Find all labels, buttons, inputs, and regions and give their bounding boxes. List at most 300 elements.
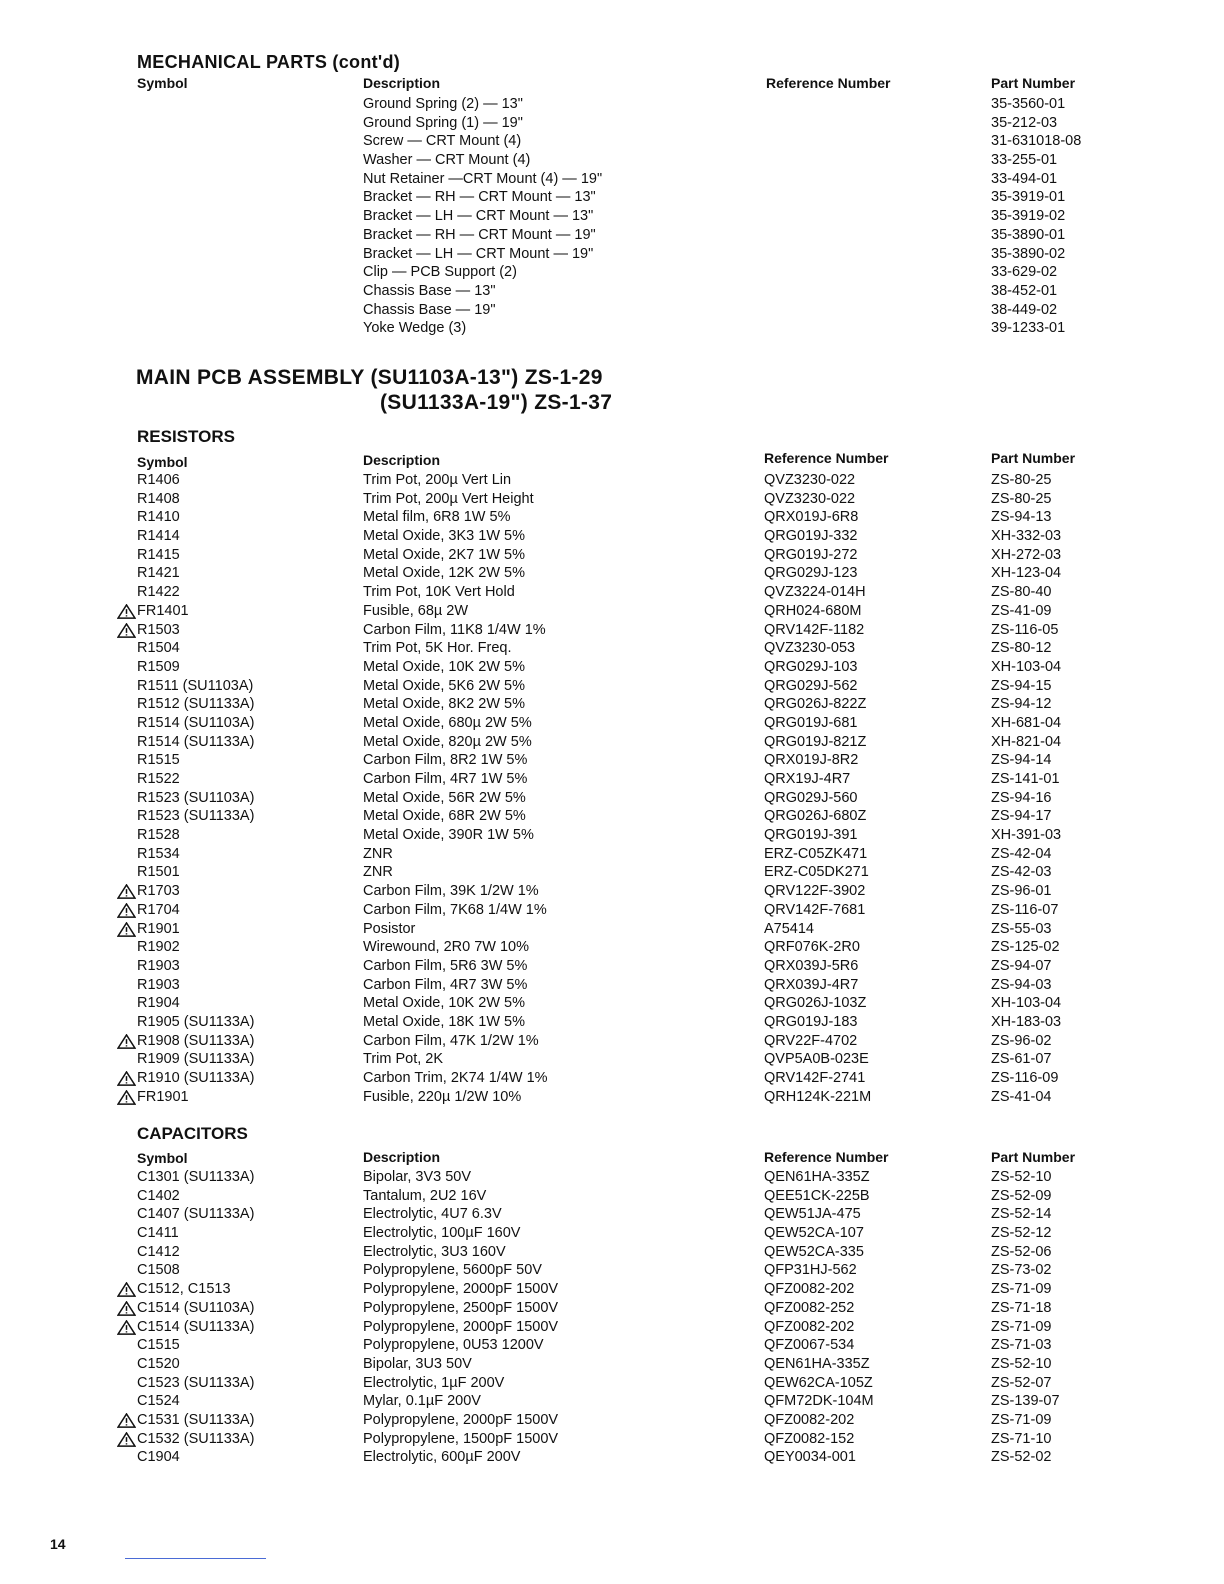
table-row	[0, 96, 1224, 115]
table-row	[0, 734, 1224, 753]
table-row	[0, 603, 1224, 622]
part-number-cell: XH-681-04	[991, 714, 1062, 731]
description-cell: Carbon Film, 39K 1/2W 1%	[363, 883, 539, 900]
table-row	[0, 1169, 1224, 1188]
reference-cell: QRV142F-7681	[764, 901, 866, 918]
part-number-cell: ZS-73-02	[991, 1262, 1052, 1279]
part-number-cell: ZS-42-03	[991, 864, 1052, 881]
part-number-cell: ZS-94-12	[991, 696, 1052, 713]
description-cell: Wirewound, 2R0 7W 10%	[363, 939, 530, 956]
part-number-cell: 39-1233-01	[991, 320, 1066, 337]
part-number-cell: XH-123-04	[991, 565, 1062, 582]
table-row	[0, 246, 1224, 265]
part-number-cell: ZS-94-16	[991, 789, 1052, 806]
warning-triangle-icon	[117, 1071, 136, 1086]
reference-cell: QEN61HA-335Z	[764, 1169, 870, 1185]
reference-cell: QRV22F-4702	[764, 1032, 858, 1049]
mechanical-header-part: Part Number	[991, 75, 1076, 91]
description-cell: Electrolytic, 4U7 6.3V	[363, 1206, 502, 1223]
part-number-cell: 35-212-03	[991, 114, 1058, 131]
table-row	[0, 1412, 1224, 1431]
description-cell: Tantalum, 2U2 16V	[363, 1187, 487, 1204]
part-number-cell: ZS-96-01	[991, 883, 1052, 900]
symbol-cell: C1512, C1513	[137, 1281, 231, 1297]
description-cell: Bracket — RH — CRT Mount — 13"	[363, 189, 596, 206]
symbol-cell: R1512 (SU1133A)	[137, 696, 255, 713]
part-number-cell: ZS-71-18	[991, 1299, 1052, 1316]
description-cell: Electrolytic, 3U3 160V	[363, 1243, 506, 1260]
symbol-cell: R1534	[137, 845, 180, 862]
description-cell: Metal Oxide, 390R 1W 5%	[363, 827, 534, 844]
description-cell: Bracket — LH — CRT Mount — 13"	[363, 208, 594, 225]
table-row	[0, 678, 1224, 697]
part-number-cell: XH-103-04	[991, 995, 1062, 1012]
table-row	[0, 1337, 1224, 1356]
part-number-cell: ZS-52-06	[991, 1243, 1052, 1260]
symbol-cell: R1903	[137, 957, 180, 974]
part-number-cell: 35-3560-01	[991, 96, 1066, 112]
part-number-cell: XH-332-03	[991, 528, 1062, 545]
symbol-cell: R1504	[137, 640, 180, 657]
reference-cell: QFP31HJ-562	[764, 1262, 857, 1279]
description-cell: Screw — CRT Mount (4)	[363, 133, 522, 150]
table-row	[0, 1188, 1224, 1207]
warning-triangle-icon	[117, 903, 136, 918]
table-row	[0, 1393, 1224, 1412]
description-cell: Polypropylene, 2000pF 1500V	[363, 1281, 559, 1298]
symbol-cell: R1910 (SU1133A)	[137, 1070, 254, 1086]
table-row	[0, 1225, 1224, 1244]
reference-cell: QVZ3230-022	[764, 472, 856, 488]
part-number-cell: ZS-52-10	[991, 1169, 1052, 1185]
table-row	[0, 883, 1224, 902]
description-cell: Nut Retainer —CRT Mount (4) — 19"	[363, 170, 603, 187]
table-row	[0, 152, 1224, 171]
reference-cell: QVZ3230-022	[764, 490, 856, 507]
description-cell: Carbon Film, 11K8 1/4W 1%	[363, 621, 546, 638]
part-number-cell: ZS-94-13	[991, 509, 1052, 526]
part-number-cell: ZS-55-03	[991, 920, 1052, 937]
description-cell: Metal film, 6R8 1W 5%	[363, 509, 511, 526]
part-number-cell: ZS-94-17	[991, 808, 1052, 825]
part-number-cell: ZS-94-07	[991, 957, 1052, 974]
symbol-cell: R1528	[137, 827, 180, 844]
part-number-cell: 33-629-02	[991, 264, 1058, 281]
table-row	[0, 472, 1224, 491]
description-cell: Metal Oxide, 68R 2W 5%	[363, 808, 526, 825]
symbol-cell: C1514 (SU1103A)	[137, 1300, 254, 1316]
part-number-cell: ZS-71-09	[991, 1281, 1052, 1298]
reference-cell: QRH124K-221M	[764, 1088, 872, 1105]
part-number-cell: XH-272-03	[991, 546, 1062, 563]
part-number-cell: 38-452-01	[991, 282, 1058, 299]
symbol-cell: C1904	[137, 1449, 180, 1466]
table-row	[0, 715, 1224, 734]
part-number-cell: XH-391-03	[991, 827, 1062, 844]
reference-cell: QRF076K-2R0	[764, 939, 860, 956]
reference-cell: QEN61HA-335Z	[764, 1355, 870, 1372]
capacitors-header-symbol: Symbol	[137, 1150, 188, 1166]
reference-cell: QEW51JA-475	[764, 1206, 861, 1223]
symbol-cell: R1503	[137, 622, 180, 638]
description-cell: Metal Oxide, 56R 2W 5%	[363, 789, 526, 806]
symbol-cell: R1509	[137, 658, 180, 675]
table-row	[0, 902, 1224, 921]
description-cell: Trim Pot, 200µ Vert Height	[363, 490, 534, 507]
reference-cell: QFZ0082-202	[764, 1411, 855, 1428]
description-cell: Polypropylene, 2000pF 1500V	[363, 1411, 559, 1428]
symbol-cell: R1515	[137, 752, 180, 769]
part-number-cell: ZS-80-40	[991, 584, 1052, 601]
table-row	[0, 1089, 1224, 1108]
mechanical-parts-list	[0, 96, 1224, 339]
reference-cell: QRV142F-2741	[764, 1070, 866, 1086]
warning-triangle-icon	[117, 922, 136, 937]
reference-cell: A75414	[764, 920, 814, 937]
description-cell: Metal Oxide, 10K 2W 5%	[363, 995, 525, 1012]
symbol-cell: R1414	[137, 528, 180, 545]
symbol-cell: R1703	[137, 883, 180, 899]
description-cell: Carbon Film, 8R2 1W 5%	[363, 752, 528, 769]
page-number: 14	[50, 1536, 66, 1552]
part-number-cell: ZS-71-03	[991, 1337, 1052, 1354]
part-number-cell: ZS-52-10	[991, 1355, 1052, 1372]
description-cell: Bipolar, 3U3 50V	[363, 1355, 472, 1372]
description-cell: Ground Spring (2) — 13"	[363, 96, 523, 112]
symbol-cell: FR1401	[137, 603, 189, 619]
part-number-cell: ZS-96-02	[991, 1032, 1052, 1049]
table-row	[0, 565, 1224, 584]
mechanical-header-description: Description	[363, 75, 441, 91]
reference-cell: QRV122F-3902	[764, 883, 866, 900]
reference-cell: QEE51CK-225B	[764, 1187, 870, 1204]
table-row	[0, 640, 1224, 659]
capacitors-list	[0, 1169, 1224, 1468]
description-cell: Fusible, 68µ 2W	[363, 602, 469, 619]
reference-cell: QRG019J-332	[764, 528, 858, 545]
table-row	[0, 547, 1224, 566]
description-cell: Bipolar, 3V3 50V	[363, 1169, 472, 1185]
table-row	[0, 659, 1224, 678]
resistors-list	[0, 472, 1224, 1107]
resistors-header-reference: Reference Number	[764, 450, 889, 466]
reference-cell: ERZ-C05DK271	[764, 864, 869, 881]
part-number-cell: ZS-71-09	[991, 1318, 1052, 1335]
description-cell: Metal Oxide, 5K6 2W 5%	[363, 677, 525, 694]
table-row	[0, 1033, 1224, 1052]
description-cell: Metal Oxide, 18K 1W 5%	[363, 1013, 525, 1030]
part-number-cell: 35-3919-01	[991, 189, 1066, 206]
symbol-cell: R1501	[137, 864, 180, 881]
symbol-cell: R1410	[137, 509, 180, 526]
part-number-cell: ZS-80-12	[991, 640, 1052, 657]
reference-cell: QRX039J-4R7	[764, 976, 859, 993]
resistors-header-part: Part Number	[991, 450, 1076, 466]
capacitors-section-title: CAPACITORS	[137, 1124, 248, 1143]
part-number-cell: XH-183-03	[991, 1013, 1062, 1030]
part-number-cell: ZS-71-10	[991, 1430, 1052, 1447]
table-row	[0, 208, 1224, 227]
part-number-cell: 35-3890-01	[991, 226, 1066, 243]
reference-cell: QVP5A0B-023E	[764, 1051, 869, 1068]
reference-cell: QRG026J-103Z	[764, 995, 867, 1012]
symbol-cell: R1523 (SU1133A)	[137, 808, 255, 825]
part-number-cell: ZS-52-07	[991, 1374, 1052, 1391]
part-number-cell: ZS-125-02	[991, 939, 1060, 956]
description-cell: Electrolytic, 100µF 160V	[363, 1225, 521, 1242]
warning-triangle-icon	[117, 1413, 136, 1428]
symbol-cell: C1412	[137, 1243, 180, 1260]
reference-cell: QRG029J-103	[764, 658, 858, 675]
reference-cell: QFM72DK-104M	[764, 1393, 874, 1410]
warning-triangle-icon	[117, 884, 136, 899]
capacitors-header-reference: Reference Number	[764, 1149, 889, 1165]
reference-cell: QRG029J-123	[764, 565, 858, 582]
main-pcb-title: MAIN PCB ASSEMBLY (SU1103A-13") ZS-1-29	[136, 366, 603, 389]
reference-cell: QFZ0082-152	[764, 1430, 855, 1447]
table-row	[0, 133, 1224, 152]
table-row	[0, 1244, 1224, 1263]
part-number-cell: ZS-42-04	[991, 845, 1052, 862]
description-cell: Fusible, 220µ 1/2W 10%	[363, 1088, 522, 1105]
table-row	[0, 1356, 1224, 1375]
reference-cell: QEW52CA-335	[764, 1243, 864, 1260]
reference-cell: ERZ-C05ZK471	[764, 845, 868, 862]
table-row	[0, 790, 1224, 809]
symbol-cell: C1402	[137, 1187, 180, 1204]
table-row	[0, 302, 1224, 321]
description-cell: Carbon Trim, 2K74 1/4W 1%	[363, 1070, 548, 1086]
description-cell: Trim Pot, 2K	[363, 1051, 444, 1068]
table-row	[0, 995, 1224, 1014]
part-number-cell: ZS-71-09	[991, 1411, 1052, 1428]
resistors-header-symbol: Symbol	[137, 454, 188, 470]
symbol-cell: R1406	[137, 472, 180, 488]
table-row	[0, 264, 1224, 283]
symbol-cell: C1524	[137, 1393, 180, 1410]
mechanical-header-symbol: Symbol	[137, 75, 188, 91]
reference-cell: QRG019J-681	[764, 714, 858, 731]
table-row	[0, 696, 1224, 715]
part-number-cell: ZS-139-07	[991, 1393, 1060, 1410]
part-number-cell: 35-3890-02	[991, 245, 1066, 262]
description-cell: Yoke Wedge (3)	[363, 320, 467, 337]
warning-triangle-icon	[117, 1034, 136, 1049]
description-cell: Mylar, 0.1µF 200V	[363, 1393, 481, 1410]
symbol-cell: C1531 (SU1133A)	[137, 1412, 254, 1428]
table-row	[0, 1206, 1224, 1225]
reference-cell: QRG029J-562	[764, 677, 858, 694]
symbol-cell: R1704	[137, 902, 180, 918]
table-row	[0, 1014, 1224, 1033]
table-row	[0, 864, 1224, 883]
reference-cell: QRG019J-272	[764, 546, 858, 563]
description-cell: Polypropylene, 0U53 1200V	[363, 1337, 544, 1354]
reference-cell: QEW52CA-107	[764, 1225, 864, 1242]
description-cell: Metal Oxide, 2K7 1W 5%	[363, 546, 525, 563]
reference-cell: QRV142F-1182	[764, 621, 865, 638]
symbol-cell: C1515	[137, 1337, 180, 1354]
description-cell: Ground Spring (1) — 19"	[363, 114, 523, 131]
description-cell: Carbon Film, 47K 1/2W 1%	[363, 1032, 539, 1049]
symbol-cell: R1421	[137, 565, 180, 582]
table-row	[0, 189, 1224, 208]
table-row	[0, 622, 1224, 641]
description-cell: Carbon Film, 7K68 1/4W 1%	[363, 901, 547, 918]
description-cell: Bracket — RH — CRT Mount — 19"	[363, 226, 596, 243]
footer-link-underline	[125, 1558, 266, 1559]
description-cell: Electrolytic, 1µF 200V	[363, 1374, 505, 1391]
table-row	[0, 1375, 1224, 1394]
reference-cell: QRG026J-680Z	[764, 808, 867, 825]
symbol-cell: C1411	[137, 1225, 179, 1242]
warning-triangle-icon	[117, 1282, 136, 1297]
description-cell: ZNR	[363, 845, 393, 862]
description-cell: Washer — CRT Mount (4)	[363, 152, 531, 169]
reference-cell: QFZ0082-202	[764, 1318, 855, 1335]
table-row	[0, 171, 1224, 190]
part-number-cell: ZS-116-09	[991, 1070, 1059, 1086]
table-row	[0, 1300, 1224, 1319]
symbol-cell: R1415	[137, 546, 180, 563]
reference-cell: QRG019J-821Z	[764, 733, 867, 750]
symbol-cell: FR1901	[137, 1089, 189, 1105]
part-number-cell: ZS-52-02	[991, 1449, 1052, 1466]
part-number-cell: XH-103-04	[991, 658, 1062, 675]
table-row	[0, 1051, 1224, 1070]
part-number-cell: ZS-52-14	[991, 1206, 1052, 1223]
description-cell: Carbon Film, 5R6 3W 5%	[363, 957, 528, 974]
resistors-section-title: RESISTORS	[137, 427, 235, 446]
description-cell: ZNR	[363, 864, 393, 881]
description-cell: Polypropylene, 2000pF 1500V	[363, 1318, 559, 1335]
capacitors-header-description: Description	[363, 1149, 441, 1165]
part-number-cell: ZS-116-05	[991, 621, 1059, 638]
reference-cell: QFZ0082-252	[764, 1299, 855, 1316]
reference-cell: QFZ0067-534	[764, 1337, 855, 1354]
description-cell: Chassis Base — 19"	[363, 301, 496, 318]
part-number-cell: ZS-94-15	[991, 677, 1052, 694]
reference-cell: QRX19J-4R7	[764, 771, 851, 787]
symbol-cell: R1908 (SU1133A)	[137, 1033, 254, 1049]
reference-cell: QRX019J-8R2	[764, 752, 859, 769]
description-cell: Polypropylene, 1500pF 1500V	[363, 1430, 559, 1447]
reference-cell: QRX019J-6R8	[764, 509, 859, 526]
table-row	[0, 1431, 1224, 1450]
part-number-cell: XH-821-04	[991, 733, 1062, 750]
table-row	[0, 958, 1224, 977]
symbol-cell: R1408	[137, 490, 180, 507]
description-cell: Trim Pot, 10K Vert Hold	[363, 584, 515, 601]
table-row	[0, 808, 1224, 827]
table-row	[0, 1319, 1224, 1338]
part-number-cell: ZS-94-03	[991, 976, 1052, 993]
table-row	[0, 1449, 1224, 1468]
part-number-cell: ZS-52-12	[991, 1225, 1052, 1242]
part-number-cell: ZS-80-25	[991, 490, 1052, 507]
warning-triangle-icon	[117, 1432, 136, 1447]
warning-triangle-icon	[117, 1301, 136, 1316]
table-row	[0, 528, 1224, 547]
description-cell: Metal Oxide, 12K 2W 5%	[363, 565, 525, 582]
symbol-cell: R1905 (SU1133A)	[137, 1013, 255, 1030]
description-cell: Carbon Film, 4R7 3W 5%	[363, 976, 528, 993]
table-row	[0, 977, 1224, 996]
reference-cell: QRG019J-183	[764, 1013, 858, 1030]
capacitors-header-part: Part Number	[991, 1149, 1076, 1165]
symbol-cell: C1532 (SU1133A)	[137, 1431, 254, 1447]
symbol-cell: R1511 (SU1103A)	[137, 677, 254, 694]
description-cell: Metal Oxide, 8K2 2W 5%	[363, 696, 525, 713]
part-number-cell: ZS-41-04	[991, 1088, 1052, 1105]
description-cell: Carbon Film, 4R7 1W 5%	[363, 771, 528, 787]
description-cell: Clip — PCB Support (2)	[363, 264, 517, 281]
symbol-cell: C1407 (SU1133A)	[137, 1206, 255, 1223]
description-cell: Electrolytic, 600µF 200V	[363, 1449, 521, 1466]
table-row	[0, 939, 1224, 958]
table-row	[0, 921, 1224, 940]
reference-cell: QRG026J-822Z	[764, 696, 867, 713]
reference-cell: QVZ3224-014H	[764, 584, 866, 601]
table-row	[0, 320, 1224, 339]
part-number-cell: 33-255-01	[991, 152, 1058, 169]
reference-cell: QRG029J-560	[764, 789, 858, 806]
description-cell: Metal Oxide, 3K3 1W 5%	[363, 528, 525, 545]
table-row	[0, 584, 1224, 603]
description-cell: Metal Oxide, 680µ 2W 5%	[363, 714, 532, 731]
description-cell: Bracket — LH — CRT Mount — 19"	[363, 245, 594, 262]
reference-cell: QEW62CA-105Z	[764, 1374, 873, 1391]
table-row	[0, 771, 1224, 790]
part-number-cell: ZS-41-09	[991, 602, 1052, 619]
mechanical-header-reference: Reference Number	[766, 75, 891, 91]
symbol-cell: C1523 (SU1133A)	[137, 1374, 255, 1391]
table-row	[0, 509, 1224, 528]
table-row	[0, 1070, 1224, 1089]
part-number-cell: 31-631018-08	[991, 133, 1082, 150]
table-row	[0, 1281, 1224, 1300]
reference-cell: QRG019J-391	[764, 827, 858, 844]
part-number-cell: ZS-80-25	[991, 472, 1052, 488]
description-cell: Polypropylene, 2500pF 1500V	[363, 1299, 559, 1316]
symbol-cell: R1901	[137, 921, 180, 937]
part-number-cell: ZS-52-09	[991, 1187, 1052, 1204]
table-row	[0, 115, 1224, 134]
table-row	[0, 752, 1224, 771]
main-pcb-title-line2: (SU1133A-19") ZS-1-37	[380, 391, 613, 414]
table-row	[0, 1262, 1224, 1281]
mechanical-section-title: MECHANICAL PARTS (cont'd)	[137, 52, 401, 72]
warning-triangle-icon	[117, 604, 136, 619]
part-number-cell: 38-449-02	[991, 301, 1058, 318]
symbol-cell: C1508	[137, 1262, 180, 1279]
symbol-cell: R1523 (SU1103A)	[137, 789, 255, 806]
part-number-cell: ZS-116-07	[991, 901, 1059, 918]
table-row	[0, 227, 1224, 246]
symbol-cell: R1522	[137, 771, 180, 787]
part-number-cell: 35-3919-02	[991, 208, 1066, 225]
reference-cell: QRH024-680M	[764, 602, 862, 619]
warning-triangle-icon	[117, 623, 136, 638]
reference-cell: QEY0034-001	[764, 1449, 856, 1466]
symbol-cell: C1301 (SU1133A)	[137, 1169, 255, 1185]
part-number-cell: ZS-94-14	[991, 752, 1052, 769]
description-cell: Posistor	[363, 920, 416, 937]
warning-triangle-icon	[117, 1320, 136, 1335]
reference-cell: QVZ3230-053	[764, 640, 856, 657]
symbol-cell: R1514 (SU1103A)	[137, 714, 255, 731]
warning-triangle-icon	[117, 1090, 136, 1105]
